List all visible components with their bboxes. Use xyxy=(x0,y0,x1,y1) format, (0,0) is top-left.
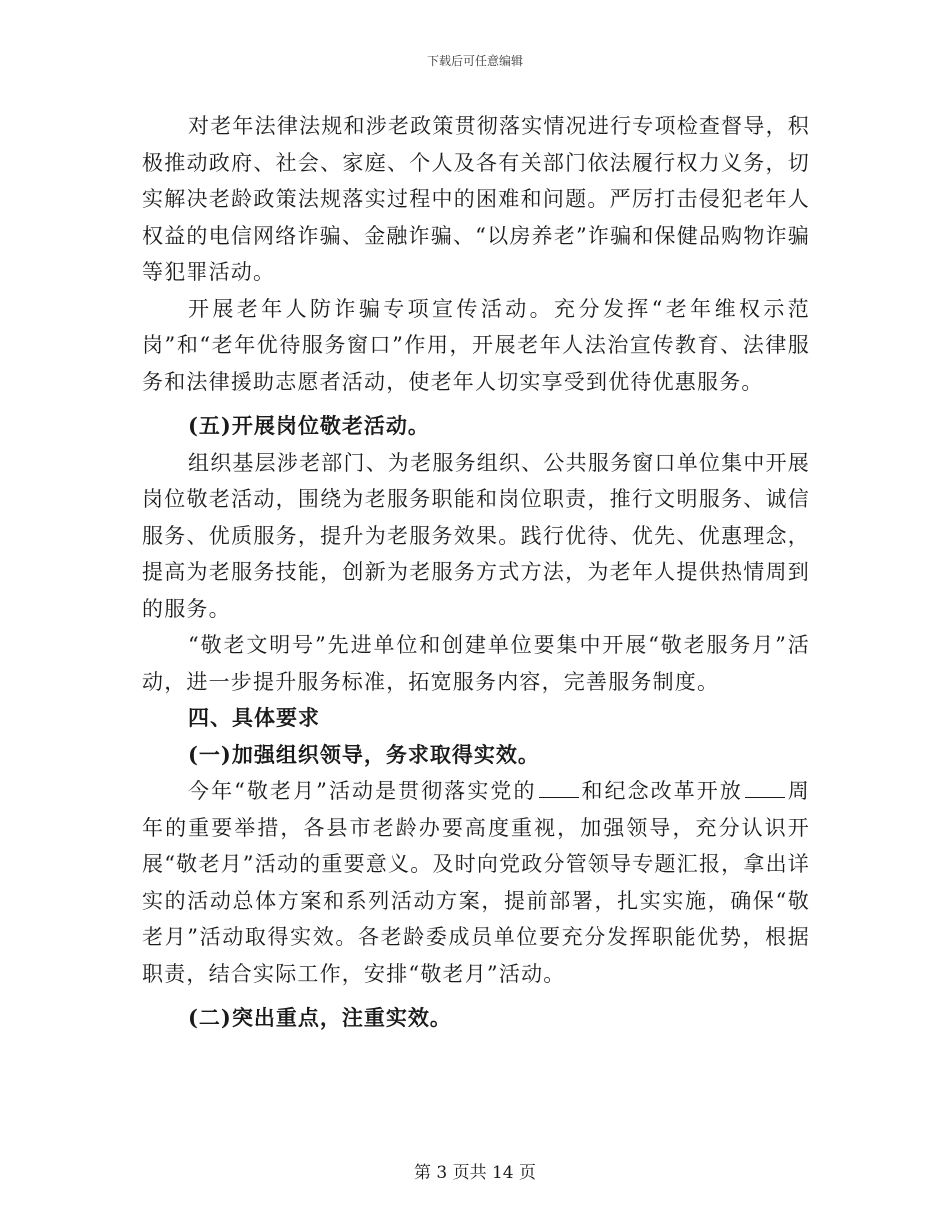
paragraph-organization-part-a: 今年“敬老月”活动是贯彻落实党的 xyxy=(188,779,537,803)
paragraph-law-enforcement: 对老年法律法规和涉老政策贯彻落实情况进行专项检查督导，积极推动政府、社会、家庭、个人及各有关部门依法履行权力义务，切实解决老龄政策法规落实过程中的困难和问题。严厉打击侵犯老年人权益的电信网络诈骗、金融诈骗、“以房养老”诈骗和保健品购物诈骗等犯罪活动。 xyxy=(142,114,810,284)
paragraph-organization xyxy=(142,773,810,992)
page-header-note: 下载后可任意编辑 xyxy=(426,54,523,68)
document-body xyxy=(142,108,810,1037)
section-heading-4-2: (二)突出重点，注重实效。 xyxy=(188,1005,452,1030)
paragraph-job-respect: 组织基层涉老部门、为老服务组织、公共服务窗口单位集中开展岗位敬老活动，围绕为老服务职能和岗位职责，推行文明服务、诚信服务、优质服务，提升为老服务效果。践行优待、优先、优惠理念，提高为老服务技能，创新为老服务方式方法，为老年人提供热情周到的服务。 xyxy=(142,450,810,621)
page-number: 第 3 页共 14 页 xyxy=(413,1163,537,1183)
paragraph-anti-fraud-campaign: 开展老年人防诈骗专项宣传活动。充分发挥“老年维权示范岗”和“老年优待服务窗口”作用，开展老年人法治宣传教育、法律服务和法律援助志愿者活动，使老年人切实享受到优待优惠服务。 xyxy=(142,296,810,394)
fill-blank-1 xyxy=(539,779,579,798)
section-heading-requirements: 四、具体要求 xyxy=(188,705,320,730)
section-heading-4-1: (一)加强组织领导，务求取得实效。 xyxy=(188,741,540,767)
paragraph-civilized-units: “敬老文明号”先进单位和创建单位要集中开展“敬老服务月”活动，进一步提升服务标准，拓宽服务内容，完善服务制度。 xyxy=(142,633,810,694)
paragraph-organization-part-c: 周年的重要举措，各县市老龄办要高度重视，加强领导，充分认识开展“敬老月”活动的重要意义。及时向党政分管领导专题汇报，拿出详实的活动总体方案和系列活动方案，提前部署，扎实实施，确保“敬老月”活动取得实效。各老龄委成员单位要充分发挥职能优势，根据职责，结合实际工作，安排“敬老月”活动。 xyxy=(142,779,811,986)
section-heading-5: (五)开展岗位敬老活动。 xyxy=(188,413,430,438)
fill-blank-2 xyxy=(745,779,785,798)
paragraph-organization-part-b: 和纪念改革开放 xyxy=(580,779,743,803)
